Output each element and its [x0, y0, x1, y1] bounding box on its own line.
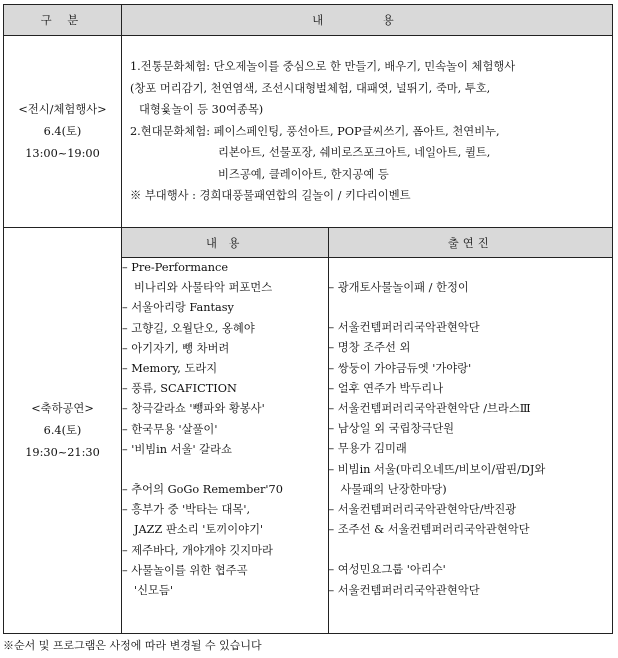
performer-item: – 남상일 외 국립창극단원	[328, 422, 455, 436]
content-line: 리본아트, 선물포장, 쉐비로즈포크아트, 네일아트, 퀼트,	[218, 146, 491, 160]
content-line: 2.현대문화체험: 페이스페인팅, 풍선아트, POP글씨쓰기, 폼아트, 천연비누,	[130, 124, 500, 138]
spacer	[122, 460, 328, 480]
program-item: – '비빔in 서울' 갈라쇼	[122, 442, 232, 456]
program-item: – 아기자기, 뺑 차버려	[122, 341, 230, 355]
header-category: 구 분	[4, 5, 122, 36]
performer-item: – 조주선 & 서울컨템퍼러리국악관현악단	[328, 523, 530, 537]
program-item: – 고향길, 오월단오, 옹혜야	[122, 321, 255, 335]
footnote: ※순서 및 프로그램은 사정에 따라 변경될 수 있습니다	[3, 639, 262, 652]
subheader-performers: 출연진	[328, 228, 612, 258]
program-item: '신모듬'	[134, 584, 173, 598]
performance-subtable	[122, 228, 612, 633]
program-item: – 추어의 GoGo Remember'70	[122, 483, 283, 497]
performer-item: – 무용가 김미래	[328, 442, 407, 456]
content-line: 대형윷놀이 등 30여종목)	[139, 103, 264, 117]
schedule-table	[3, 4, 613, 634]
row1-label	[4, 36, 122, 228]
header-content: 내 용	[122, 5, 613, 36]
program-item: – 제주바다, 개야개야 깃지마라	[122, 543, 273, 557]
performer-item: – 얼후 연주가 박두리나	[328, 381, 444, 395]
row2-label	[4, 228, 122, 634]
spacer	[329, 298, 613, 318]
performer-item: – 광개토사물놀이패 / 한정이	[328, 281, 469, 294]
row2-label-line: 19:30~21:30	[25, 445, 100, 459]
program-item: – Pre-Performance	[122, 261, 229, 274]
content-line: 1.전통문화체험: 단오제놀이를 중심으로 한 만들기, 배우기, 민속놀이 체험행사	[130, 60, 516, 74]
row1-label-line: 13:00~19:00	[25, 146, 100, 160]
content-line: (창포 머리감기, 천연염색, 조선시대형벌체험, 대패엿, 널뛰기, 죽마, 투호,	[130, 81, 491, 95]
row2-label-line: 6.4(토)	[43, 423, 82, 437]
program-item: – 사물놀이를 위한 협주곡	[122, 563, 248, 577]
performer-item: – 서울컨템퍼러리국악관현악단	[328, 321, 480, 335]
program-item: – 한국무용 '살풀이'	[122, 422, 218, 436]
performer-item: – 서울컨템퍼러리국악관현악단 /브라스Ⅲ	[328, 402, 531, 416]
program-item: – Memory, 도라지	[122, 362, 218, 376]
row2-detail	[122, 228, 613, 634]
content-line: ※ 부대행사 : 경희대풍물패연합의 길놀이 / 키다리이벤트	[130, 189, 411, 203]
spacer	[329, 258, 613, 278]
performer-item: 사물패의 난장한마당)	[340, 482, 447, 496]
performer-item: – 쌍둥이 가야금듀엣 '가야랑'	[328, 361, 472, 375]
performer-item: – 명창 조주선 외	[328, 341, 411, 355]
row1-label-line: 6.4(토)	[43, 124, 82, 138]
performer-item: – 서울컨템퍼러리국악관현악단	[328, 583, 480, 597]
program-item: 비나리와 사물타악 퍼포먼스	[134, 281, 273, 295]
subheader-content: 내 용	[122, 228, 328, 258]
performer-list	[328, 258, 612, 634]
content-line: 비즈공예, 클레이아트, 한지공예 등	[218, 167, 389, 181]
program-item: – 흥부가 중 '박타는 대목',	[122, 503, 251, 517]
row1-content	[122, 36, 613, 228]
program-item: – 풍류, SCAFICTION	[122, 382, 237, 396]
performer-item: – 여성민요그룹 '아리수'	[328, 563, 446, 577]
performer-item: – 서울컨템퍼러리국악관현악단/박진광	[328, 503, 517, 517]
row2-label-line: <축하공연>	[31, 401, 94, 415]
row1-label-line: <전시/체험행사>	[18, 102, 107, 116]
spacer	[329, 540, 613, 560]
program-item: JAZZ 판소리 '토끼이야기'	[134, 523, 264, 537]
program-item: – 서울아리랑 Fantasy	[122, 301, 234, 315]
program-item: – 창극갈라쇼 '뺑파와 황봉사'	[122, 402, 265, 416]
program-list	[122, 258, 328, 634]
performer-item: – 비빔in 서울(마리오네뜨/비보이/팝핀/DJ와	[328, 462, 546, 476]
